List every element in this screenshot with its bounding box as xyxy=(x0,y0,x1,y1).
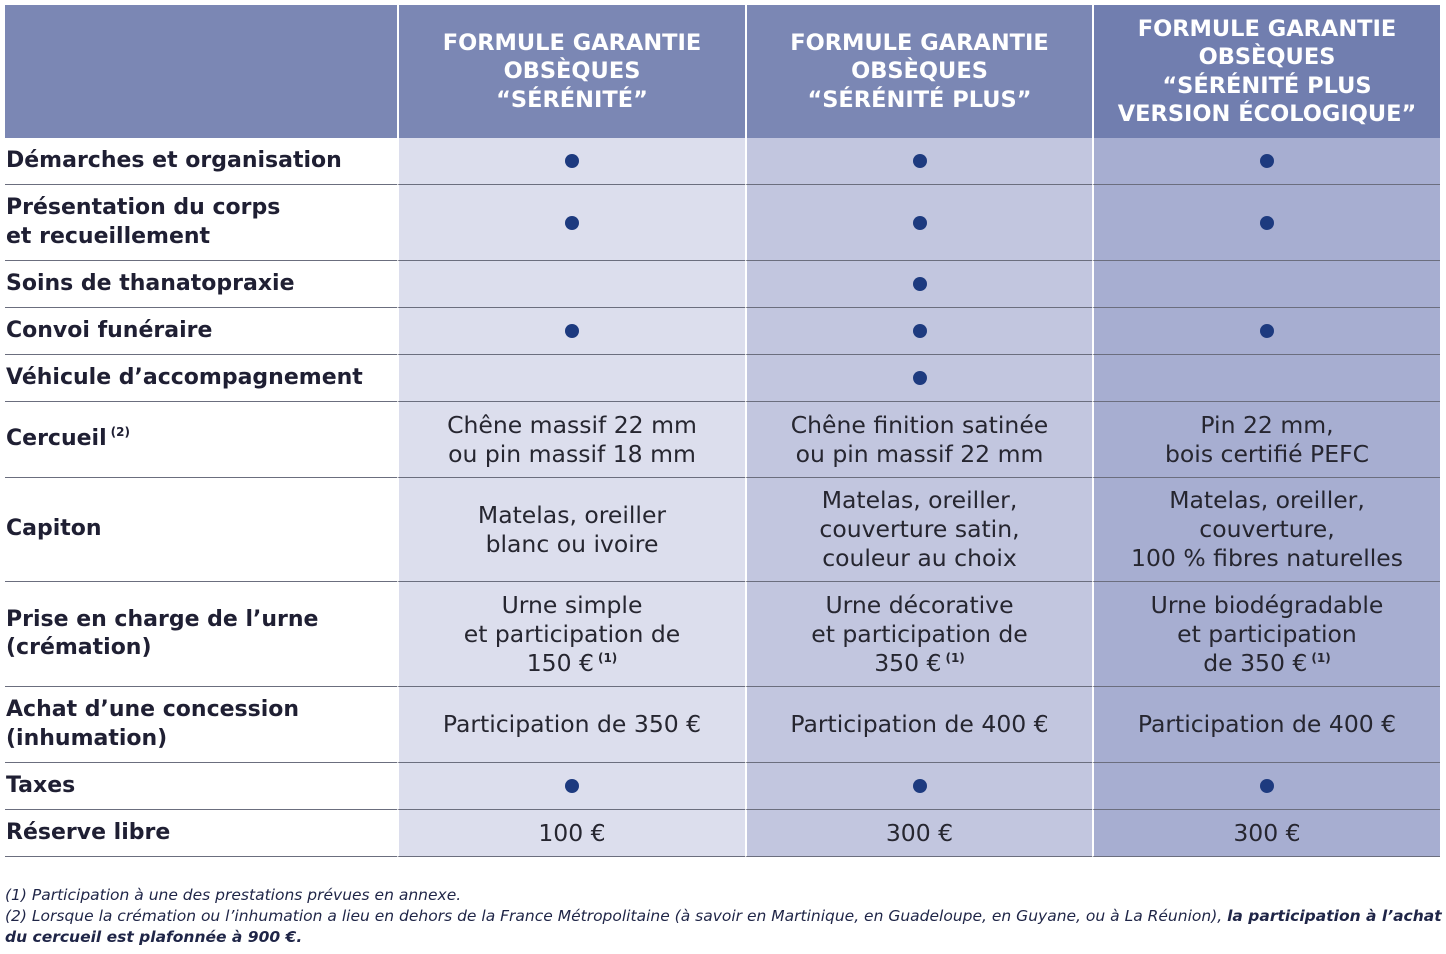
cell-serenite-plus-ecologique xyxy=(1092,810,1440,857)
cell-text: 300 € xyxy=(1233,818,1301,847)
row-soins-thanatopraxie xyxy=(5,261,1440,308)
included-dot-icon xyxy=(913,154,927,168)
row-presentation-corps xyxy=(5,185,1440,261)
row-label: Réserve libre xyxy=(6,819,171,845)
cell-serenite xyxy=(397,138,745,185)
row-label-cell xyxy=(5,308,397,355)
cell-text-group xyxy=(1151,591,1384,678)
included-dot-icon xyxy=(565,216,579,230)
cell-serenite xyxy=(397,763,745,810)
cell-serenite-plus xyxy=(745,355,1092,402)
cell-serenite-plus-ecologique xyxy=(1092,763,1440,810)
row-label-cell xyxy=(5,138,397,185)
row-demarches-organisation xyxy=(5,138,1440,185)
cell-serenite-plus xyxy=(745,810,1092,857)
row-label-cell xyxy=(5,261,397,308)
footnote-2-text: (2) Lorsque la crémation ou l’inhumation a lieu en dehors de la France Métropolitaine (à savoir en Martinique, en Guadeloupe, en Guyane, ou à La Réunion), xyxy=(5,907,1228,925)
footnote-2-emphasis: la participation à l’achat du cercueil est plafonnée à 900 €. xyxy=(5,907,1442,946)
cell-serenite-plus-ecologique xyxy=(1092,355,1440,402)
row-label: Soins de thanatopraxie xyxy=(6,270,295,296)
cell-text: Chêne massif 22 mm ou pin massif 18 mm xyxy=(447,410,697,468)
cell-text: Matelas, oreiller, couverture satin, couleur au choix xyxy=(819,486,1020,572)
cell-serenite-plus-ecologique xyxy=(1092,687,1440,763)
row-label-cell xyxy=(5,763,397,810)
included-dot-icon xyxy=(913,216,927,230)
included-dot-icon xyxy=(565,324,579,338)
footnote-ref: (1) xyxy=(1311,650,1331,665)
row-label: Présentation du corps et recueillement xyxy=(6,195,281,249)
cell-serenite-plus-ecologique xyxy=(1092,185,1440,261)
included-dot-icon xyxy=(1260,779,1274,793)
cell-serenite xyxy=(397,261,745,308)
table-header-row xyxy=(5,5,1440,138)
row-label-cell xyxy=(5,687,397,763)
footnotes xyxy=(5,885,1443,948)
cell-text: Urne décorative et participation de 350 € xyxy=(811,590,1028,677)
cell-serenite xyxy=(397,355,745,402)
comparison-table xyxy=(5,5,1440,857)
cell-text: Participation de 350 € xyxy=(442,710,702,738)
row-label: Démarches et organisation xyxy=(6,147,342,173)
cell-serenite-plus xyxy=(745,185,1092,261)
cell-serenite-plus xyxy=(745,478,1092,582)
cell-serenite-plus xyxy=(745,261,1092,308)
included-dot-icon xyxy=(1260,216,1274,230)
row-label: Cercueil xyxy=(6,426,107,452)
footnote-2 xyxy=(5,906,1443,948)
cell-serenite-plus xyxy=(745,308,1092,355)
cell-text: Chêne finition satinée ou pin massif 22 mm xyxy=(790,410,1049,468)
cell-serenite-plus-ecologique xyxy=(1092,261,1440,308)
row-label-cell xyxy=(5,810,397,857)
header-serenite xyxy=(397,5,745,138)
cell-serenite-plus-ecologique xyxy=(1092,308,1440,355)
row-label-group xyxy=(6,425,130,454)
formula-title: FORMULE GARANTIE OBSÈQUES “SÉRÉNITÉ PLUS” xyxy=(790,29,1049,113)
cell-serenite-plus xyxy=(745,402,1092,478)
cell-serenite-plus xyxy=(745,138,1092,185)
row-label-cell xyxy=(5,402,397,478)
cell-text: Urne simple et participation de 150 € xyxy=(463,590,681,677)
row-prise-en-charge-urne xyxy=(5,582,1440,687)
cell-serenite-plus xyxy=(745,582,1092,687)
cell-text: Urne biodégradable et participation de 350 € xyxy=(1150,590,1384,677)
cell-serenite xyxy=(397,582,745,687)
cell-serenite xyxy=(397,810,745,857)
cell-text: Pin 22 mm, bois certifié PEFC xyxy=(1165,410,1369,468)
row-label: Taxes xyxy=(6,772,76,798)
cell-text: Matelas, oreiller, couverture, 100 % fibres naturelles xyxy=(1131,486,1403,572)
footnote-ref: (2) xyxy=(110,425,130,440)
cell-serenite-plus-ecologique xyxy=(1092,478,1440,582)
row-achat-concession xyxy=(5,687,1440,763)
included-dot-icon xyxy=(565,779,579,793)
cell-text-group xyxy=(811,591,1028,678)
cell-serenite xyxy=(397,687,745,763)
cell-serenite xyxy=(397,478,745,582)
included-dot-icon xyxy=(913,277,927,291)
cell-serenite xyxy=(397,185,745,261)
included-dot-icon xyxy=(565,154,579,168)
cell-text: Participation de 400 € xyxy=(790,710,1049,738)
row-vehicule-accompagnement xyxy=(5,355,1440,402)
included-dot-icon xyxy=(913,324,927,338)
cell-serenite xyxy=(397,308,745,355)
cell-text-group xyxy=(464,591,681,678)
formula-title: FORMULE GARANTIE OBSÈQUES “SÉRÉNITÉ PLUS VERSION ÉCOLOGIQUE” xyxy=(1117,15,1417,127)
cell-text: 300 € xyxy=(885,818,954,847)
row-label: Achat d’une concession (inhumation) xyxy=(6,697,300,751)
row-reserve-libre xyxy=(5,810,1440,857)
footnote-ref: (1) xyxy=(597,650,618,665)
row-convoi-funeraire xyxy=(5,308,1440,355)
cell-serenite-plus-ecologique xyxy=(1092,138,1440,185)
included-dot-icon xyxy=(1260,324,1274,338)
row-label: Capiton xyxy=(6,516,102,542)
row-label: Convoi funéraire xyxy=(6,317,213,343)
cell-serenite xyxy=(397,402,745,478)
header-serenite-plus xyxy=(745,5,1092,138)
row-label-cell xyxy=(5,185,397,261)
row-taxes xyxy=(5,763,1440,810)
row-cercueil xyxy=(5,402,1440,478)
cell-serenite-plus-ecologique xyxy=(1092,582,1440,687)
cell-serenite-plus-ecologique xyxy=(1092,402,1440,478)
footnote-ref: (1) xyxy=(945,650,965,665)
cell-text: Participation de 400 € xyxy=(1137,710,1397,738)
cell-text: 100 € xyxy=(538,818,606,847)
row-label-cell xyxy=(5,355,397,402)
row-label: Véhicule d’accompagnement xyxy=(6,364,363,390)
row-label: Prise en charge de l’urne (crémation) xyxy=(6,606,319,660)
cell-serenite-plus xyxy=(745,687,1092,763)
formula-title: FORMULE GARANTIE OBSÈQUES “SÉRÉNITÉ” xyxy=(442,29,702,113)
included-dot-icon xyxy=(1260,154,1274,168)
included-dot-icon xyxy=(913,779,927,793)
row-label-cell xyxy=(5,582,397,687)
footnote-1: (1) Participation à une des prestations prévues en annexe. xyxy=(5,886,462,904)
row-label-cell xyxy=(5,478,397,582)
included-dot-icon xyxy=(913,371,927,385)
row-capiton xyxy=(5,478,1440,582)
header-serenite-plus-ecologique xyxy=(1092,5,1440,138)
header-corner-cell xyxy=(5,5,397,138)
cell-text: Matelas, oreiller blanc ou ivoire xyxy=(477,500,667,558)
cell-serenite-plus xyxy=(745,763,1092,810)
